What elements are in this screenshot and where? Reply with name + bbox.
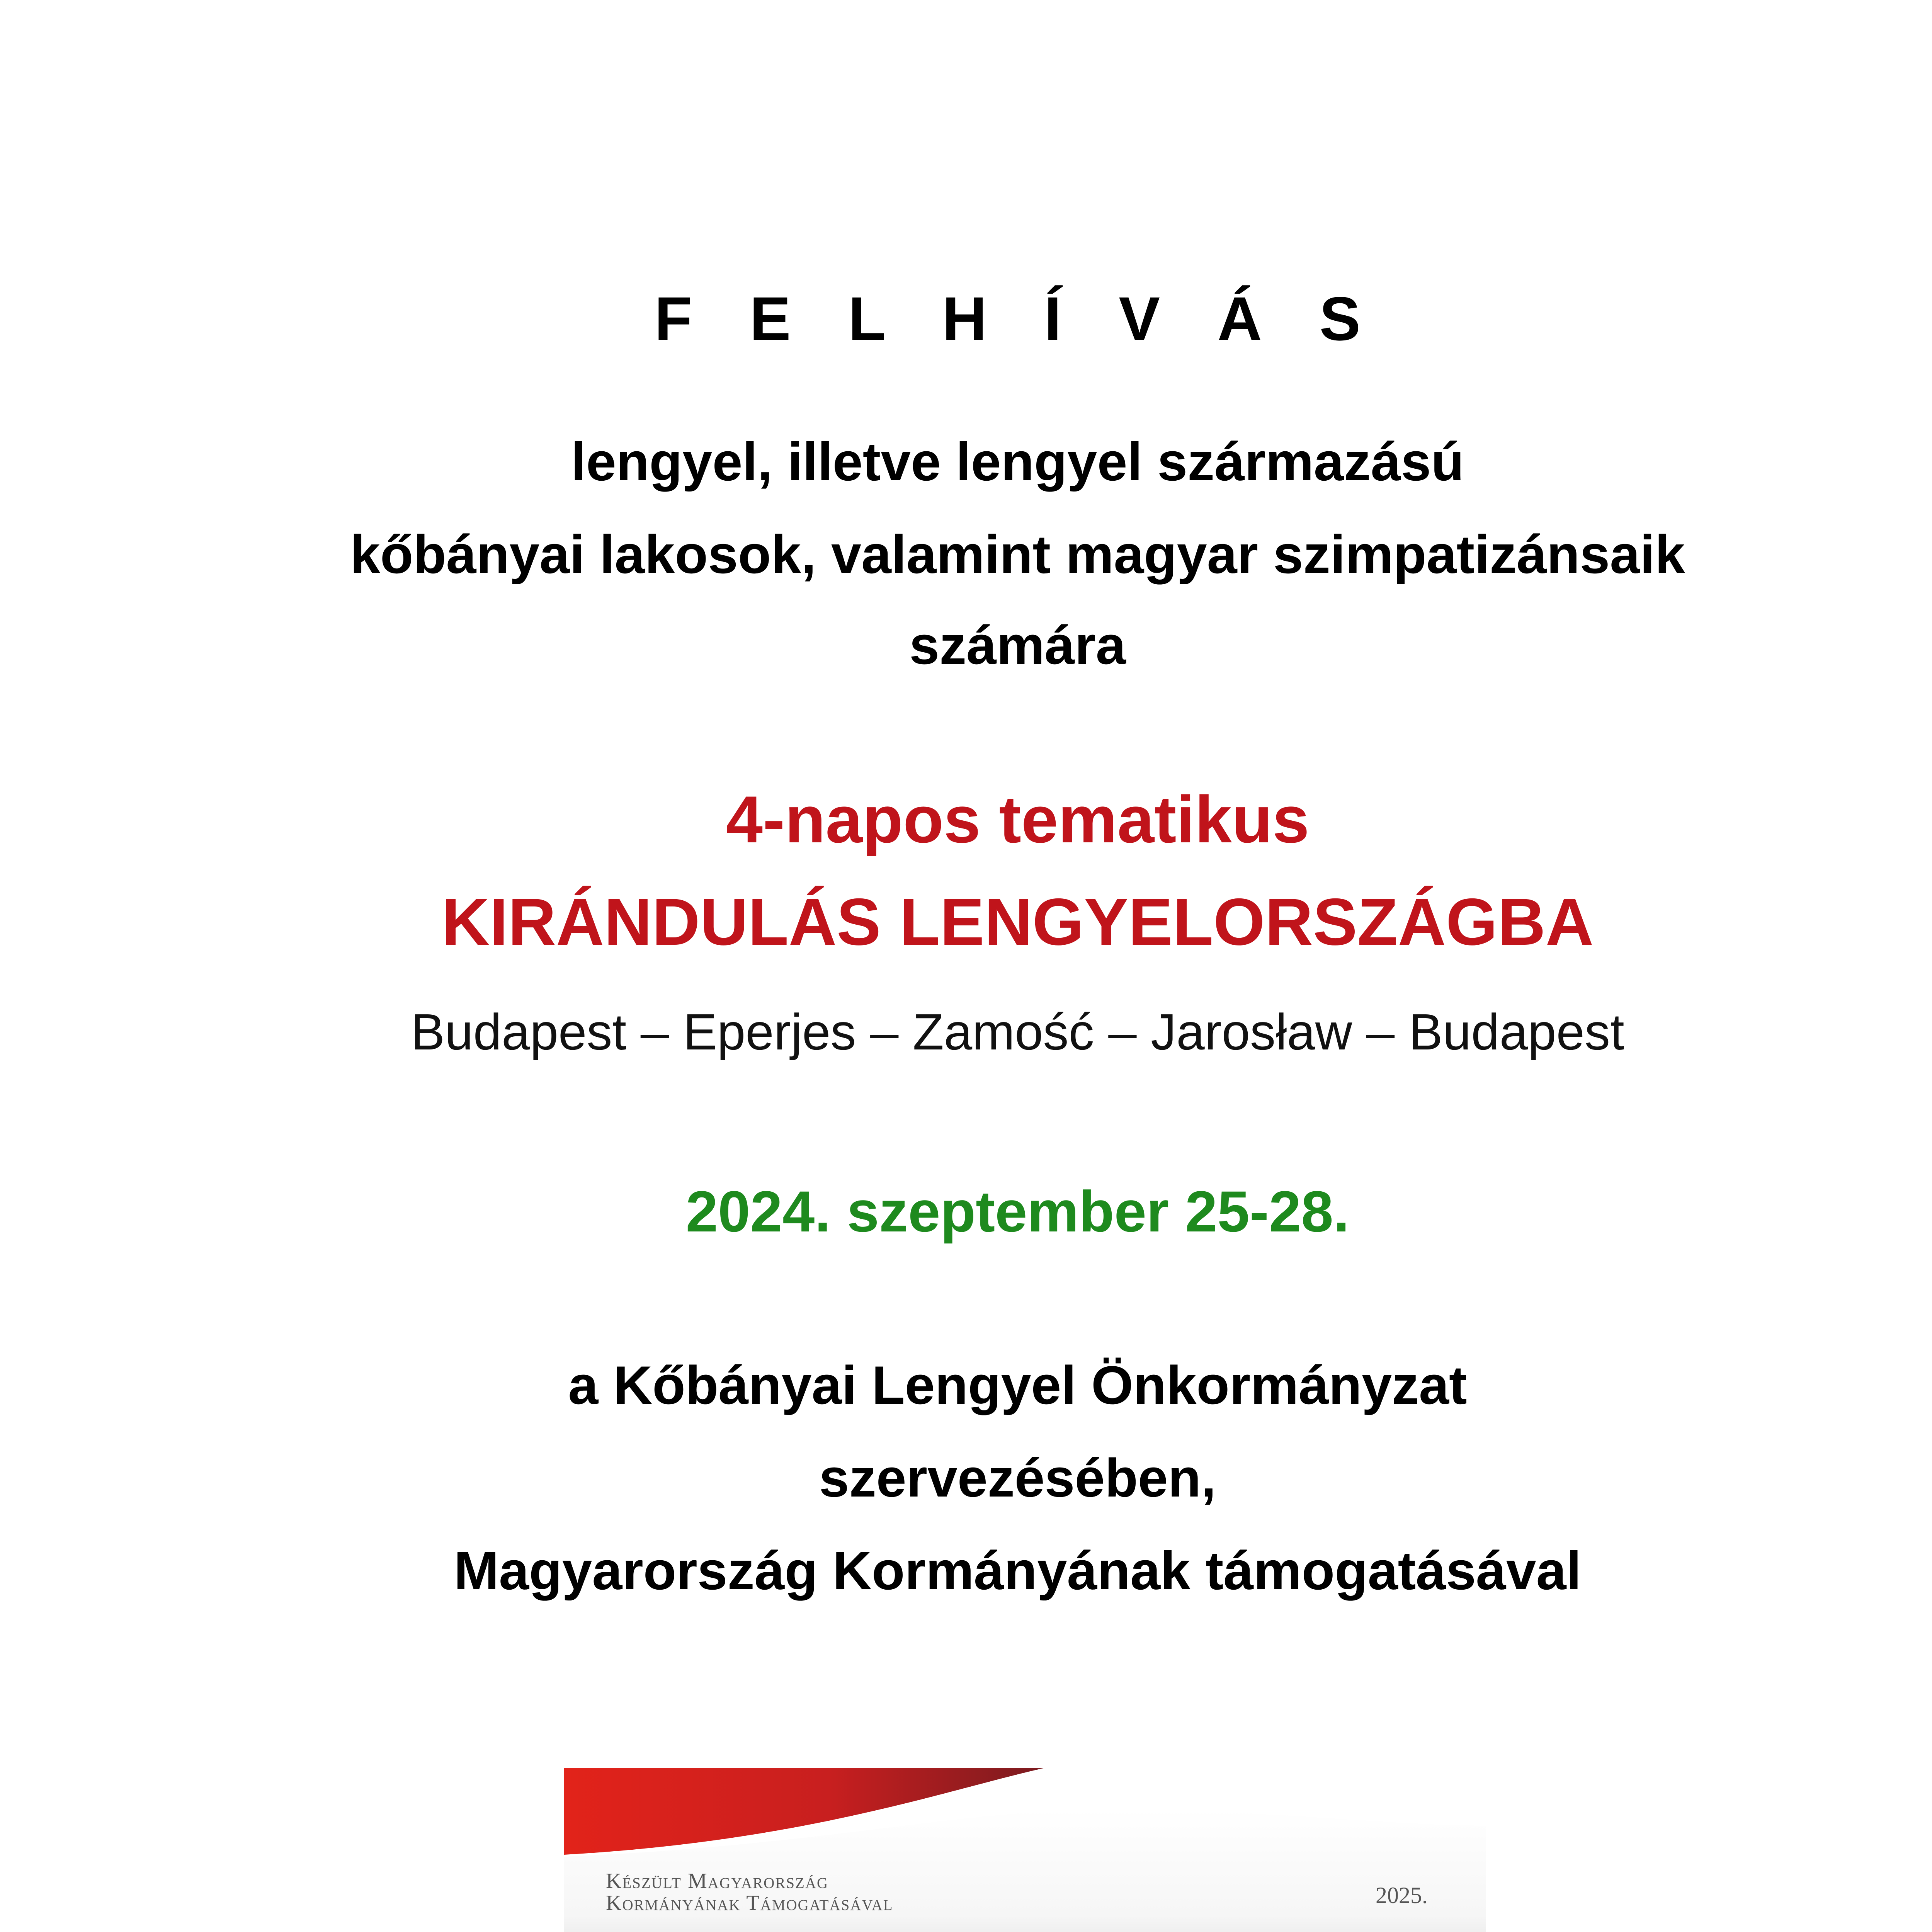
audience-line-3: számára (909, 615, 1126, 675)
trip-route: Budapest – Eperjes – Zamość – Jarosław – Budapest (411, 1003, 1624, 1060)
government-support-logo (564, 1768, 1486, 1932)
trip-heading: KIRÁNDULÁS LENGYELORSZÁGBA (441, 885, 1594, 959)
organizer-line-3: Magyarország Kormányának támogatásával (454, 1540, 1582, 1601)
flyer-title: F E L H Í V Á S (654, 284, 1381, 353)
trip-date: 2024. szeptember 25-28. (685, 1179, 1350, 1244)
organizer-line-1: a Kőbányai Lengyel Önkormányzat (568, 1355, 1467, 1415)
organizer-line-2: szervezésében, (819, 1447, 1216, 1508)
trip-subtitle: 4-napos tematikus (726, 782, 1310, 857)
audience-line-2: kőbányai lakosok, valamint magyar szimpatizánsaik (350, 524, 1685, 585)
logo-text-line-2: Kormányának Támogatásával (606, 1891, 893, 1915)
audience-line-1: lengyel, illetve lengyel származású (571, 431, 1464, 492)
logo-text-line-1: Készült Magyarország (606, 1869, 829, 1893)
logo-year: 2025. (1376, 1883, 1428, 1908)
